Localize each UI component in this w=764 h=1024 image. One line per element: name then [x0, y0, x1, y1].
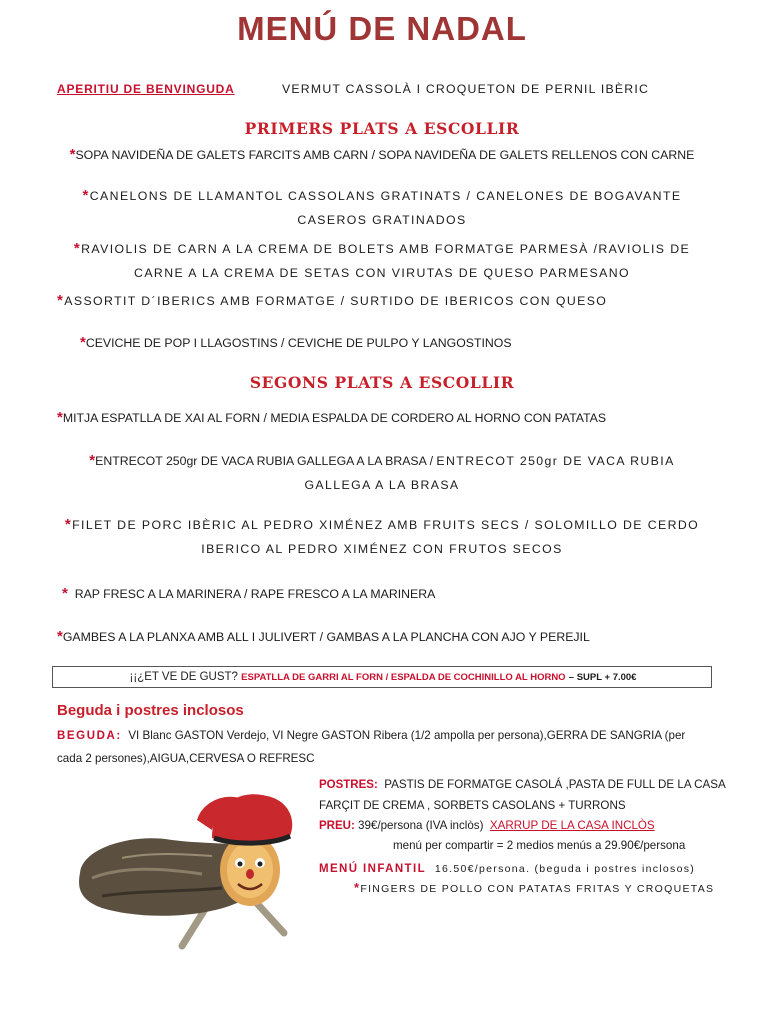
suggestion-box: [52, 666, 712, 688]
segons-item-2: *ENTRECOT 250gr DE VACA RUBIA GALLEGA A LA BRASA / ENTRECOT 250gr DE VACA RUBIA: [89, 452, 675, 469]
segons-heading: SEGONS PLATS A ESCOLLIR: [249, 373, 515, 392]
segons-item-5: *GAMBES A LA PLANXA AMB ALL I JULIVERT / GAMBAS A LA PLANCHA CON AJO Y PEREJIL: [57, 628, 590, 645]
postres-line-2: FARÇIT DE CREMA , SORBETS CASOLANS + TURRONS: [319, 799, 626, 812]
suggestion-text: ¡¡¿ET VE DE GUST? ESPATLLA DE GARRI AL FORN / ESPALDA DE COCHINILLO AL HORNO – SUPL + 7.00€: [129, 671, 637, 683]
infantil-item: *FINGERS DE POLLO CON PATATAS FRITAS Y CROQUETAS: [354, 880, 715, 895]
aperitiu-text: VERMUT CASSOLÀ I CROQUETON DE PERNIL IBÈRIC: [282, 82, 650, 96]
segons-item-1: *MITJA ESPATLLA DE XAI AL FORN / MEDIA ESPALDA DE CORDERO AL HORNO CON PATATAS: [57, 409, 607, 426]
segons-item-2-line2: GALLEGA A LA BRASA: [304, 478, 460, 492]
primers-item-1: *SOPA NAVIDEÑA DE GALETS FARCITS AMB CARN / SOPA NAVIDEÑA DE GALETS RELLENOS CON CARNE: [69, 146, 695, 163]
preu-compartir: menú per compartir = 2 medios menús a 29.90€/persona: [393, 839, 686, 852]
preu-line: PREU: 39€/persona (IVA inclòs) XARRUP DE LA CASA INCLÒS: [319, 819, 655, 832]
primers-heading: PRIMERS PLATS A ESCOLLIR: [244, 119, 520, 138]
tio-de-nadal-illustration: [62, 778, 302, 958]
primers-item-3-line2: CARNE A LA CREMA DE SETAS CON VIRUTAS DE QUESO PARMESANO: [134, 266, 630, 280]
beguda-title: Beguda i postres inclosos: [57, 702, 244, 719]
primers-item-5: *CEVICHE DE POP I LLAGOSTINS / CEVICHE DE PULPO Y LANGOSTINOS: [80, 334, 512, 351]
postres-line-1: POSTRES: PASTIS DE FORMATGE CASOLÁ ,PASTA DE FULL DE LA CASA: [319, 778, 726, 791]
aperitiu-label: APERITIU DE BENVINGUDA: [57, 82, 235, 96]
segons-item-3: *FILET DE PORC IBÈRIC AL PEDRO XIMÉNEZ AMB FRUITS SECS / SOLOMILLO DE CERDO: [64, 516, 700, 533]
segons-item-4: * RAP FRESC A LA MARINERA / RAPE FRESCO A LA MARINERA: [62, 585, 436, 602]
segons-item-3-line2: IBERICO AL PEDRO XIMÉNEZ CON FRUTOS SECOS: [201, 542, 563, 556]
primers-item-3: *RAVIOLIS DE CARN A LA CREMA DE BOLETS AMB FORMATGE PARMESÀ /RAVIOLIS DE: [73, 240, 691, 257]
primers-item-2-line2: CASEROS GRATINADOS: [297, 213, 467, 227]
page-title: MENÚ DE NADAL: [237, 10, 527, 47]
infantil-line: MENÚ INFANTIL 16.50€/persona. (beguda i postres inclosos): [319, 863, 696, 875]
primers-item-2: *CANELONS DE LLAMANTOL CASSOLANS GRATINATS / CANELONES DE BOGAVANTE: [82, 187, 682, 204]
beguda-line-1: BEGUDA: VI Blanc GASTON Verdejo, VI Negre GASTON Ribera (1/2 ampolla per persona),GERRA DE SANGRIA (per: [57, 729, 686, 742]
primers-item-4: *ASSORTIT D´IBERICS AMB FORMATGE / SURTIDO DE IBERICOS CON QUESO: [57, 292, 608, 309]
beguda-line-2: cada 2 persones),AIGUA,CERVESA O REFRESC: [57, 752, 315, 765]
